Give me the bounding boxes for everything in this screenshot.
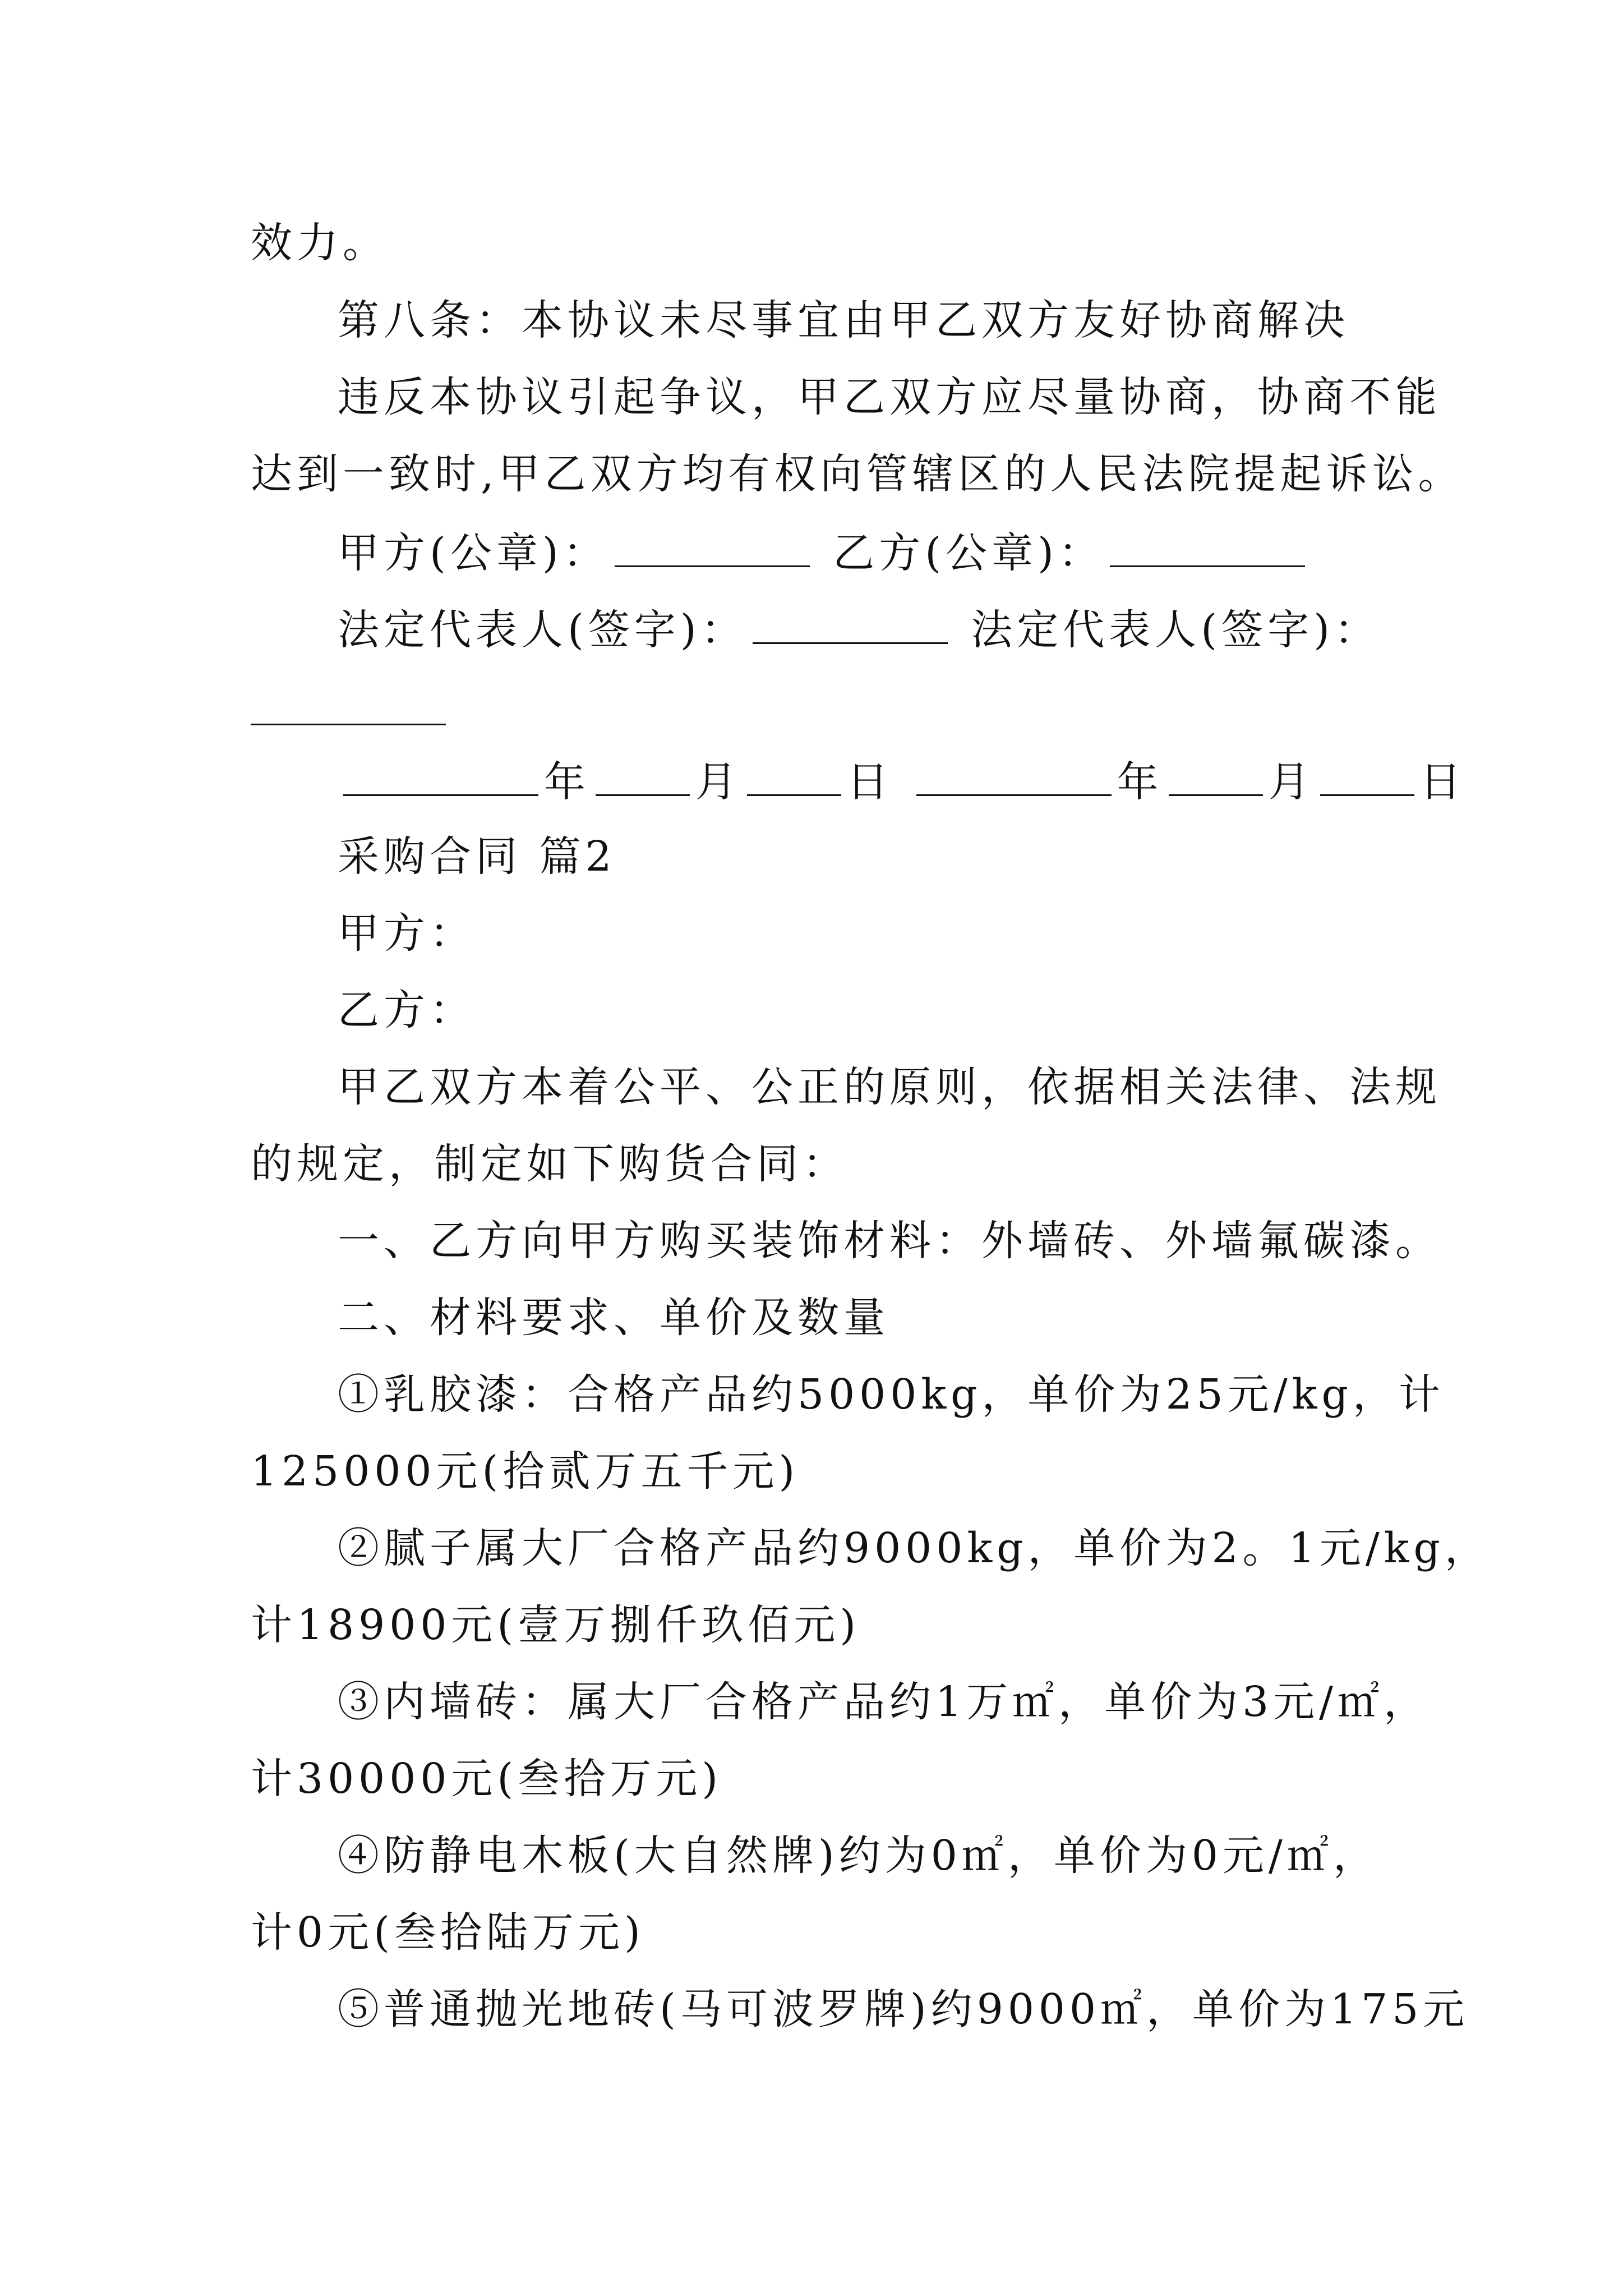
item-line: 计0元(叁拾陆万元) — [251, 1908, 645, 1957]
party-b-seal-label: 乙方(公章)： — [833, 529, 1105, 577]
item-line: ①乳胶漆：合格产品约5000kg，单价为25元/kg，计 — [338, 1370, 1445, 1419]
month-label: 月 — [695, 758, 741, 806]
item-line: ③内墙砖：属大厂合格产品约1万㎡，单价为3元/㎡， — [338, 1678, 1430, 1726]
item-line: 计30000元(叁拾万元) — [251, 1755, 723, 1803]
year-b-blank[interactable] — [916, 752, 1112, 796]
item-line: ⑤普通抛光地砖(马可波罗牌)约9000㎡，单价为175元 — [338, 1985, 1469, 2033]
text-line: 效力。 — [251, 219, 389, 267]
party-a-seal-label: 甲方(公章)： — [338, 529, 609, 577]
text-line: 甲乙双方本着公平、公正的原则，依据相关法律、法规 — [338, 1063, 1441, 1111]
rep-b-label: 法定代表人(签字)： — [971, 606, 1381, 654]
year-label: 年 — [1117, 758, 1163, 806]
clause-heading: 第八条：本协议未尽事宜由甲乙双方友好协商解决 — [338, 296, 1349, 344]
day-b-blank[interactable] — [1320, 752, 1414, 796]
month-label: 月 — [1268, 758, 1315, 806]
section-heading: 采购合同 篇2 — [338, 832, 616, 881]
seal-line — [338, 523, 1623, 579]
item-line: ②腻子属大厂合格产品约9000kg，单价为2。1元/kg， — [338, 1524, 1491, 1572]
month-a-blank[interactable] — [596, 752, 690, 796]
rep-a-blank[interactable] — [753, 600, 948, 644]
year-a-blank[interactable] — [343, 752, 538, 796]
day-label: 日 — [847, 758, 893, 806]
text-line: 的规定，制定如下购货合同： — [251, 1140, 849, 1188]
party-b-label: 乙方： — [338, 986, 476, 1034]
item-line: 125000元(拾贰万五千元) — [251, 1447, 800, 1496]
day-a-blank[interactable] — [747, 752, 841, 796]
text-line: 二、材料要求、单价及数量 — [338, 1294, 889, 1342]
party-a-label: 甲方： — [338, 909, 476, 958]
date-line — [338, 752, 1623, 808]
text-line: 一、乙方向甲方购买装饰材料：外墙砖、外墙氟碳漆。 — [338, 1217, 1441, 1265]
text-line: 达到一致时,甲乙双方均有权向管辖区的人民法院提起诉讼。 — [251, 450, 1464, 498]
rep-b-blank[interactable] — [251, 724, 446, 725]
year-label: 年 — [544, 758, 590, 806]
party-a-seal-blank[interactable] — [615, 523, 810, 567]
representative-line — [338, 600, 1623, 656]
party-b-seal-blank[interactable] — [1110, 523, 1305, 567]
month-b-blank[interactable] — [1169, 752, 1263, 796]
item-line: 计18900元(壹万捌仟玖佰元) — [251, 1601, 861, 1649]
item-line: ④防静电木板(大自然牌)约为0㎡，单价为0元/㎡， — [338, 1832, 1379, 1880]
rep-a-label: 法定代表人(签字)： — [338, 606, 747, 654]
day-label: 日 — [1419, 758, 1466, 806]
text-line: 违反本协议引起争议，甲乙双方应尽量协商，协商不能 — [338, 373, 1441, 421]
